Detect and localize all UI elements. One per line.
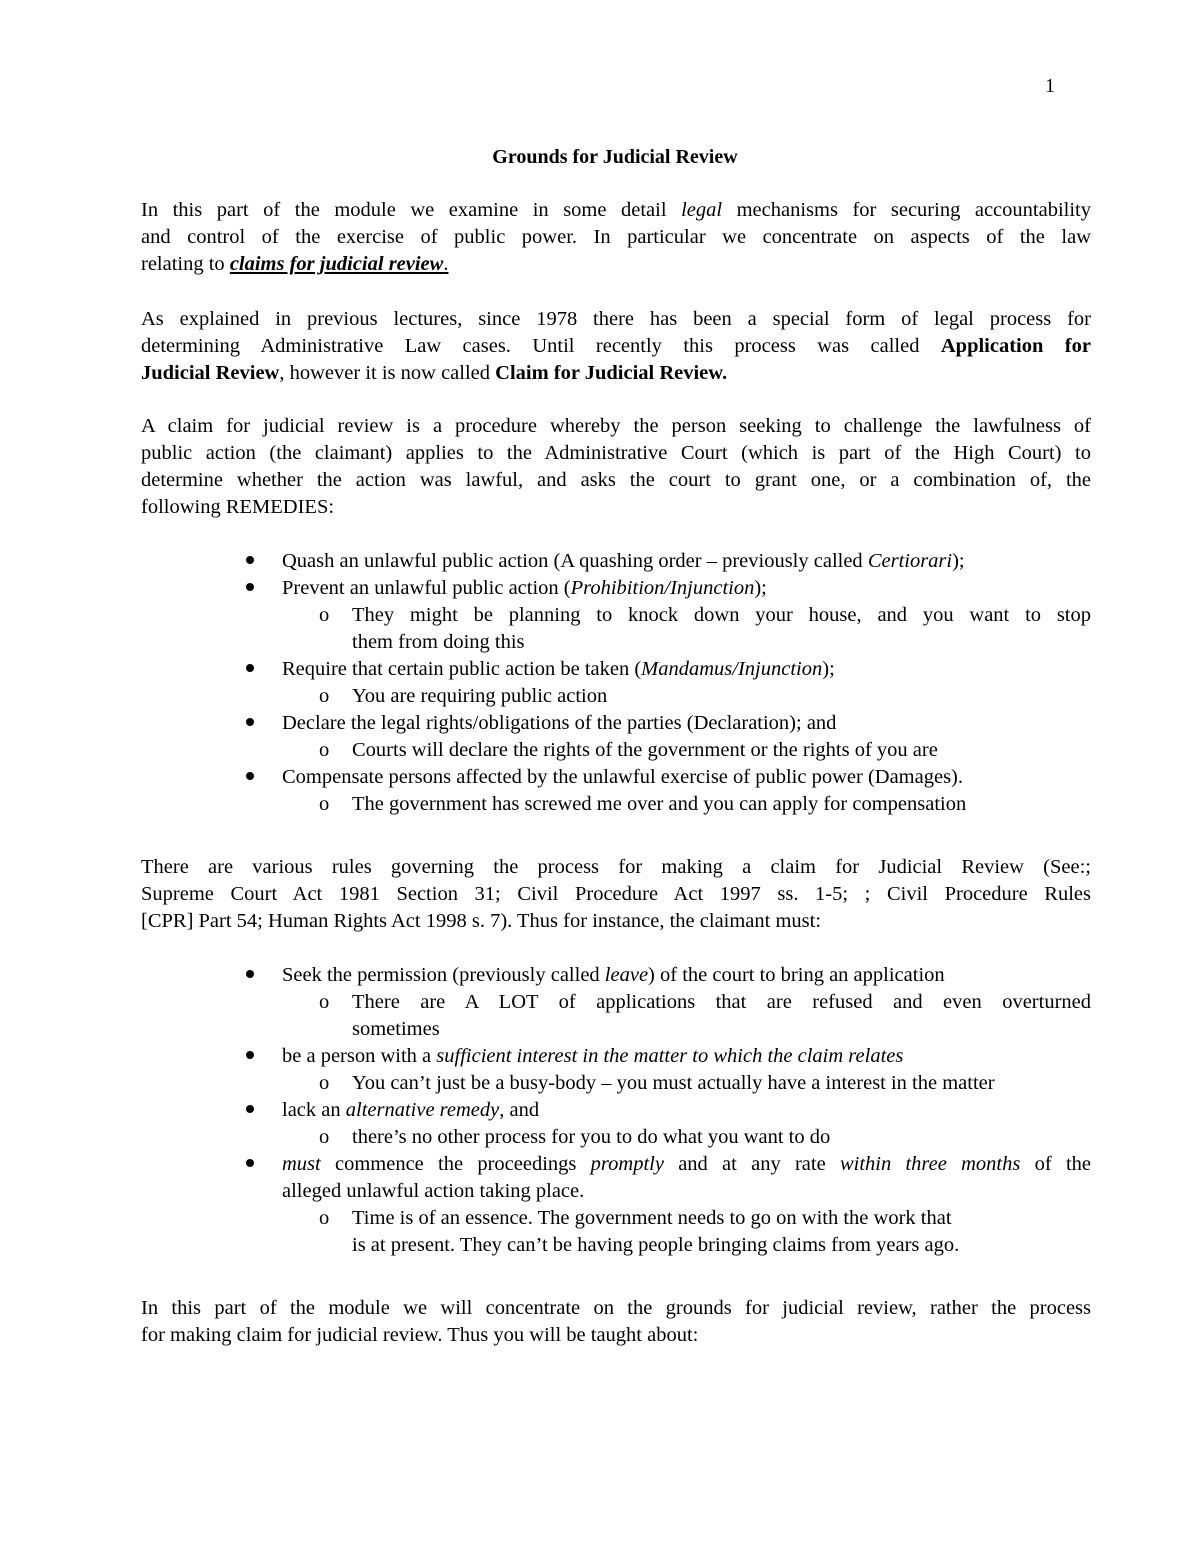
document-title: Grounds for Judicial Review	[492, 146, 738, 168]
page-number: 1	[1045, 75, 1055, 97]
circle-marker-icon: o	[319, 1126, 330, 1148]
circle-marker-icon: o	[319, 685, 330, 707]
sub-list-item: o You are requiring public action	[141, 683, 1091, 710]
bullet-icon	[244, 575, 256, 602]
sub-list-item: o There are A LOT of applications that are refused and even overturned sometimes	[319, 991, 1091, 1040]
sub-list-item: o Courts will declare the rights of the government or the rights of you are	[141, 737, 1091, 764]
list-item: Declare the legal rights/obligations of the parties (Declaration); and	[141, 710, 1091, 737]
circle-marker-icon: o	[319, 1207, 330, 1229]
intro-paragraph: In this part of the module we examine in some detail legal mechanisms for securing accountability and control of the exercise of public power. In particular we concentrate on aspects of the law relating to claims for judicial review.	[141, 199, 1091, 275]
process-paragraph: As explained in previous lectures, since 1978 there has been a special form of legal process for determining Administrative Law cases. Until recently this process was called Application for Judicial Review, however it is now called Claim for Judicial Review.	[141, 308, 1091, 384]
closing-paragraph: In this part of the module we will concentrate on the grounds for judicial review, rather the process for making claim for judicial review. Thus you will be taught about:	[141, 1297, 1091, 1346]
bullet-icon	[244, 710, 256, 737]
claims-emphasis: claims for judicial review	[229, 253, 444, 275]
bullet-icon	[244, 1151, 256, 1178]
circle-marker-icon: o	[319, 793, 330, 815]
sub-list-item: o You can’t just be a busy-body – you must actually have a interest in the matter	[141, 1070, 1091, 1097]
circle-marker-icon: o	[319, 739, 330, 761]
sub-list-item: o They might be planning to knock down your house, and you want to stop them from doing this	[319, 604, 1091, 653]
list-item: Prevent an unlawful public action (Prohibition/Injunction);	[141, 575, 1091, 602]
rules-paragraph: There are various rules governing the process for making a claim for Judicial Review (See:; Supreme Court Act 1981 Section 31; Civil Procedure Act 1997 ss. 1-5; ; Civil Procedure Rules [CPR] Part 54; Human Rights Act 1998 s. 7). Thus for instance, the claimant must:	[141, 856, 1091, 932]
list-item: be a person with a sufficient interest in the matter to which the claim relates	[141, 1043, 1091, 1070]
bullet-icon	[244, 764, 256, 791]
list-item: lack an alternative remedy, and	[141, 1097, 1091, 1124]
bullet-icon	[244, 962, 256, 989]
requirements-list	[141, 962, 1091, 1259]
list-item: Require that certain public action be taken (Mandamus/Injunction);	[141, 656, 1091, 683]
circle-marker-icon: o	[319, 604, 330, 626]
definition-paragraph: A claim for judicial review is a procedure whereby the person seeking to challenge the lawfulness of public action (the claimant) applies to the Administrative Court (which is part of the High Court) to determine whether the action was lawful, and asks the court to grant one, or a combination of, the following REMEDIES:	[141, 415, 1091, 518]
bullet-icon	[244, 548, 256, 575]
list-item: Seek the permission (previously called leave) of the court to bring an application	[141, 962, 1091, 989]
list-item: Compensate persons affected by the unlawful exercise of public power (Damages).	[141, 764, 1091, 791]
sub-list-item: o there’s no other process for you to do what you want to do	[141, 1124, 1091, 1151]
list-item: must commence the proceedings promptly and at any rate within three months of the alleged unlawful action taking place.	[141, 1151, 1091, 1205]
list-item: Quash an unlawful public action (A quashing order – previously called Certiorari);	[141, 548, 1091, 575]
remedies-list	[141, 548, 1091, 818]
sub-list-item: o The government has screwed me over and you can apply for compensation	[141, 791, 1091, 818]
bullet-icon	[244, 656, 256, 683]
bullet-icon	[244, 1043, 256, 1070]
bullet-icon	[244, 1097, 256, 1124]
circle-marker-icon: o	[319, 991, 330, 1013]
circle-marker-icon: o	[319, 1072, 330, 1094]
sub-list-item: o Time is of an essence. The government needs to go on with the work that is at present. They can’t be having people bringing claims from years ago.	[319, 1207, 960, 1256]
